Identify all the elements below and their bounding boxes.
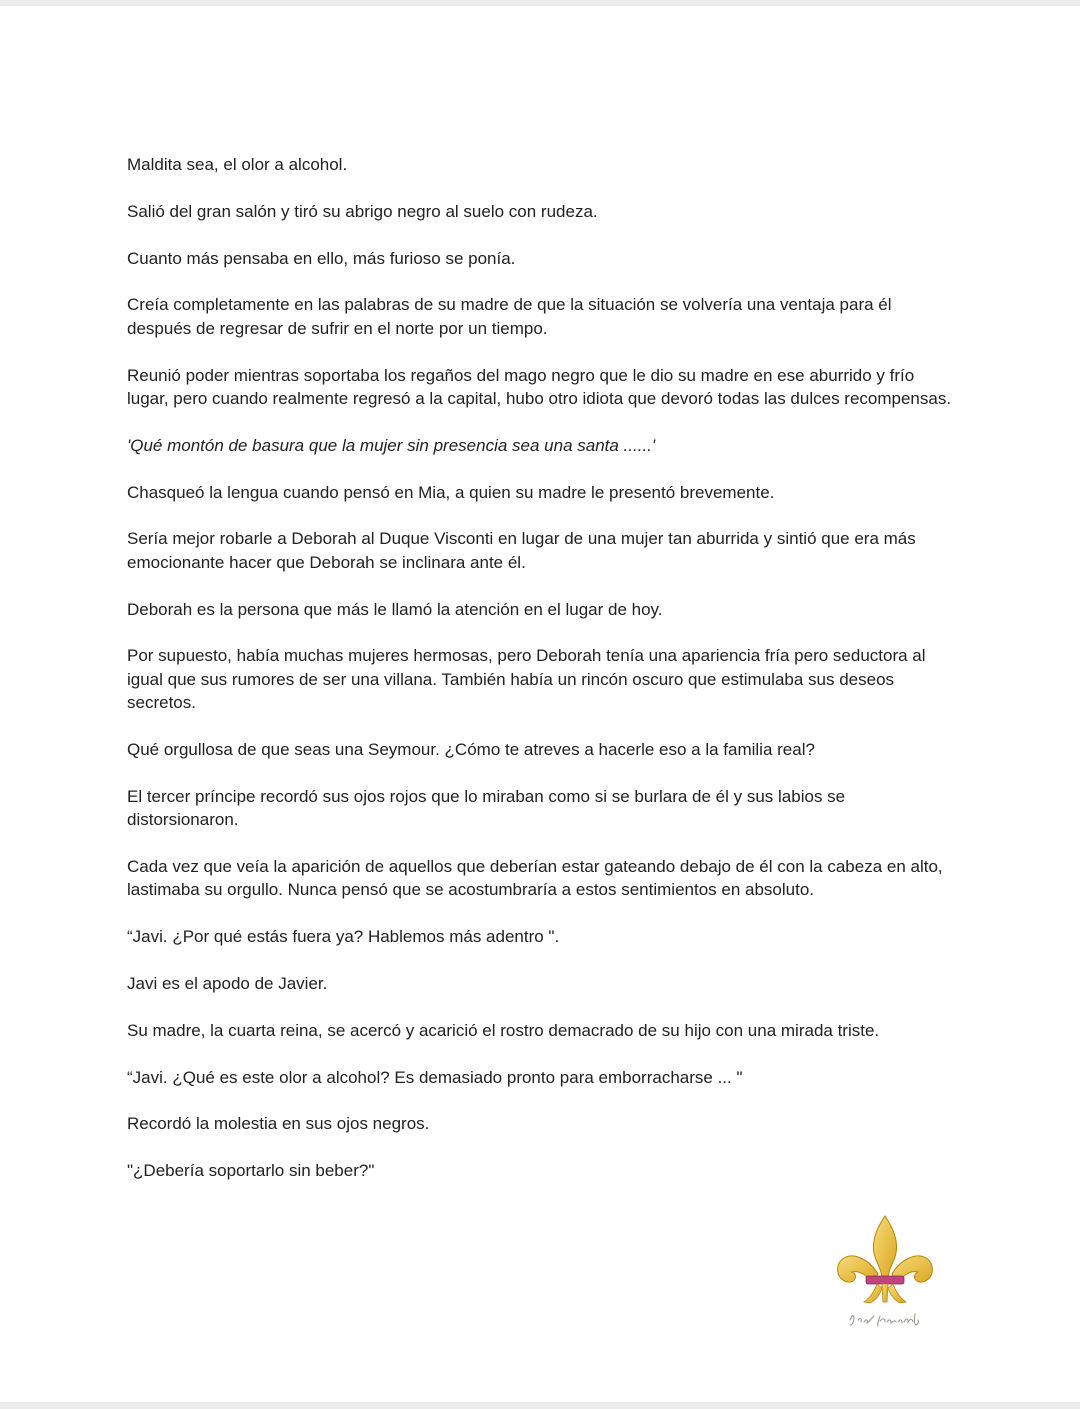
- paragraph-8: Sería mejor robarle a Deborah al Duque Visconti en lugar de una mujer tan aburrida y sintió que era más emocionante hacer que Deborah se inclinara ante él.: [127, 529, 916, 572]
- paragraph-17: “Javi. ¿Qué es este olor a alcohol? Es demasiado pronto para emborracharse ... ": [127, 1067, 743, 1087]
- paragraph-13: Cada vez que veía la aparición de aquellos que deberían estar gateando debajo de él con la cabeza en alto, lastimaba su orgullo. Nunca pensó que se acostumbraría a estos sentimientos en absoluto.: [127, 857, 943, 900]
- paragraph-4: Creía completamente en las palabras de su madre de que la situación se volvería una ventaja para él después de regresar de sufrir en el norte por un tiempo.: [127, 295, 892, 338]
- watermark-logo: [830, 1212, 940, 1332]
- paragraph-7: Chasqueó la lengua cuando pensó en Mia, a quien su madre le presentó brevemente.: [127, 482, 775, 502]
- paragraph-14: “Javi. ¿Por qué estás fuera ya? Hablemos más adentro ".: [127, 927, 560, 947]
- paragraph-9: Deborah es la persona que más le llamó la atención en el lugar de hoy.: [127, 599, 663, 619]
- document-page: [127, 153, 953, 1183]
- paragraph-18: Recordó la molestia en sus ojos negros.: [127, 1114, 430, 1134]
- paragraph-1: Maldita sea, el olor a alcohol.: [127, 155, 348, 174]
- paragraph-6: 'Qué montón de basura que la mujer sin presencia sea una santa ......': [127, 435, 656, 455]
- paragraph-12: El tercer príncipe recordó sus ojos rojos que lo miraban como si se burlara de él y sus labios se distorsionaron.: [127, 786, 846, 830]
- paragraph-5: Reunió poder mientras soportaba los regaños del mago negro que le dio su madre en ese aburrido y frío lugar, pero cuando realmente regresó a la capital, hubo otro idiota que devoró todas las dulces recompensas.: [127, 365, 952, 408]
- fleur-de-lis-icon: [830, 1212, 940, 1332]
- paragraph-15: Javi es el apodo de Javier.: [127, 974, 328, 993]
- bottom-edge: [0, 1402, 1080, 1409]
- paragraph-19: "¿Debería soportarlo sin beber?": [127, 1161, 375, 1181]
- paragraph-10: Por supuesto, había muchas mujeres hermosas, pero Deborah tenía una apariencia fría pero seductora al igual que sus rumores de ser una villana. También había un rincón oscuro que estimulaba sus deseos secretos.: [127, 646, 926, 713]
- paragraph-16: Su madre, la cuarta reina, se acercó y acarició el rostro demacrado de su hijo con una mirada triste.: [127, 1020, 880, 1040]
- top-edge: [0, 0, 1080, 6]
- paragraph-2: Salió del gran salón y tiró su abrigo negro al suelo con rudeza.: [127, 201, 598, 221]
- paragraph-3: Cuanto más pensaba en ello, más furioso se ponía.: [127, 248, 516, 268]
- paragraph-11: Qué orgullosa de que seas una Seymour. ¿Cómo te atreves a hacerle eso a la familia real?: [127, 740, 815, 759]
